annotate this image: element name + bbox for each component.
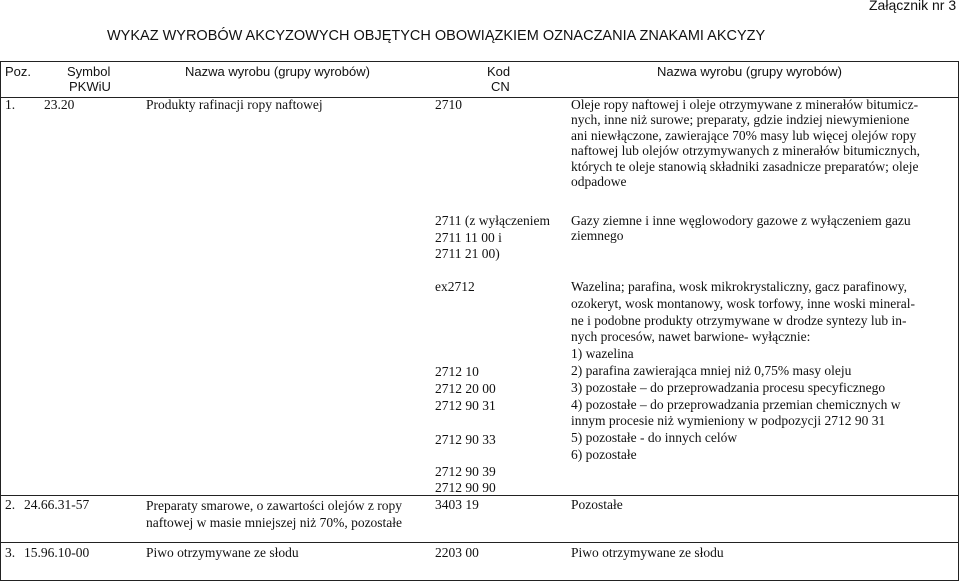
header-symbol: Symbol: [67, 64, 111, 79]
desc-line: 1) wazelina: [571, 346, 634, 362]
row2-desc: Pozostałe: [571, 497, 623, 512]
desc-line: innym procesie niż wymieniony w podpozycji 2712 90 31: [571, 413, 886, 429]
table-left-border: [0, 61, 1, 581]
code-line: 2711 11 00 i: [435, 229, 502, 245]
header-nazwa-left: Nazwa wyrobu (grupy wyrobów): [185, 64, 370, 79]
row1-code-2712-20-00: 2712 20 00: [435, 381, 496, 396]
desc-line: 6) pozostałe: [571, 446, 637, 462]
desc-line: nych procesów, nawet barwione- wyłącznie:: [571, 329, 811, 345]
row1-code-2710: 2710: [435, 97, 462, 112]
row1-desc-2710: [571, 97, 949, 189]
row1-code-2712-90-90: 2712 90 90: [435, 480, 496, 495]
desc-line: ziemnego: [571, 228, 624, 244]
desc-line: 4) pozostałe – do przeprowadzania przemian chemicznych w: [571, 396, 901, 412]
annex-label: Załącznik nr 3: [869, 0, 957, 13]
header-kod: Kod: [487, 64, 511, 79]
desc-line: 2) parafina zawierająca mniej niż 0,75% masy oleju: [571, 362, 852, 378]
row3-desc: Piwo otrzymywane ze słodu: [571, 545, 724, 560]
row2-bottom-rule: [0, 542, 959, 543]
header-nazwa-right: Nazwa wyrobu (grupy wyrobów): [657, 64, 842, 79]
row3-symbol: 15.96.10-00: [24, 545, 90, 560]
desc-line: ozokeryt, wosk montanowy, wosk torfowy, inne woski mineral-: [571, 295, 915, 311]
row3-poz: 3.: [5, 545, 16, 560]
desc-line: odpadowe: [571, 174, 627, 190]
row1-desc-2712: [571, 279, 915, 464]
desc-line: Oleje ropy naftowej i oleje otrzymywane z minerałów bitumicz-: [571, 97, 919, 112]
row2-symbol: 24.66.31-57: [24, 497, 90, 512]
row1-symbol: 23.20: [44, 97, 75, 112]
table-top-rule: [0, 61, 959, 62]
desc-line: których te oleje stanowią składniki zasadnicze preparatów; oleje: [571, 158, 919, 174]
desc-line: ne i podobne produkty otrzymywane w drodze syntezy lub in-: [571, 312, 907, 328]
page-title: WYKAZ WYROBÓW AKCYZOWYCH OBJĘTYCH OBOWIĄZKIEM OZNACZANIA ZNAKAMI AKCYZY: [107, 28, 766, 44]
code-line: 2711 (z wyłączeniem: [435, 213, 550, 228]
header-cn: CN: [491, 79, 510, 94]
row1-desc-2711: [571, 213, 911, 244]
row2-poz: 2.: [5, 497, 16, 512]
desc-line: 5) pozostałe - do innych celów: [571, 430, 738, 446]
desc-line: nych, inne niż surowe; preparaty, gdzie indziej niewymienione: [571, 112, 910, 128]
desc-line: Gazy ziemne i inne węglowodory gazowe z wyłączeniem gazu: [571, 213, 911, 228]
desc-line: Wazelina; parafina, wosk mikrokrystaliczny, gacz parafinowy,: [571, 279, 908, 294]
desc-line: naftowej lub olejów otrzymywanych z minerałów bitumicznych,: [571, 143, 921, 159]
row3-name: Piwo otrzymywane ze słodu: [146, 545, 299, 560]
row1-name: Produkty rafinacji ropy naftowej: [146, 97, 323, 112]
name-line: naftowej w masie mniejszej niż 70%, pozostałe: [146, 515, 403, 530]
desc-line: ani niewłączone, zawierające 70% masy lub więcej olejów ropy: [571, 127, 917, 143]
table-bottom-rule: [0, 580, 959, 581]
row2-code: 3403 19: [435, 497, 479, 512]
code-line: 2711 21 00): [435, 246, 500, 261]
name-line: Preparaty smarowe, o zawartości olejów z ropy: [146, 498, 403, 513]
header-poz: Poz.: [5, 64, 32, 79]
row1-poz: 1.: [5, 97, 16, 112]
row1-code-2712-90-39: 2712 90 39: [435, 464, 496, 479]
row1-code-ex2712: ex2712: [435, 279, 475, 294]
row1-code-2712-90-33: 2712 90 33: [435, 432, 496, 447]
header-pkwiu: PKWiU: [69, 79, 111, 94]
desc-line: 3) pozostałe – do przeprowadzania procesu specyficznego: [571, 379, 886, 395]
row3-code: 2203 00: [435, 545, 479, 560]
row1-code-2712-10: 2712 10: [435, 364, 479, 379]
row2-name: [146, 497, 402, 531]
row1-codes-2711: [435, 213, 550, 263]
row1-code-2712-90-31: 2712 90 31: [435, 398, 496, 413]
